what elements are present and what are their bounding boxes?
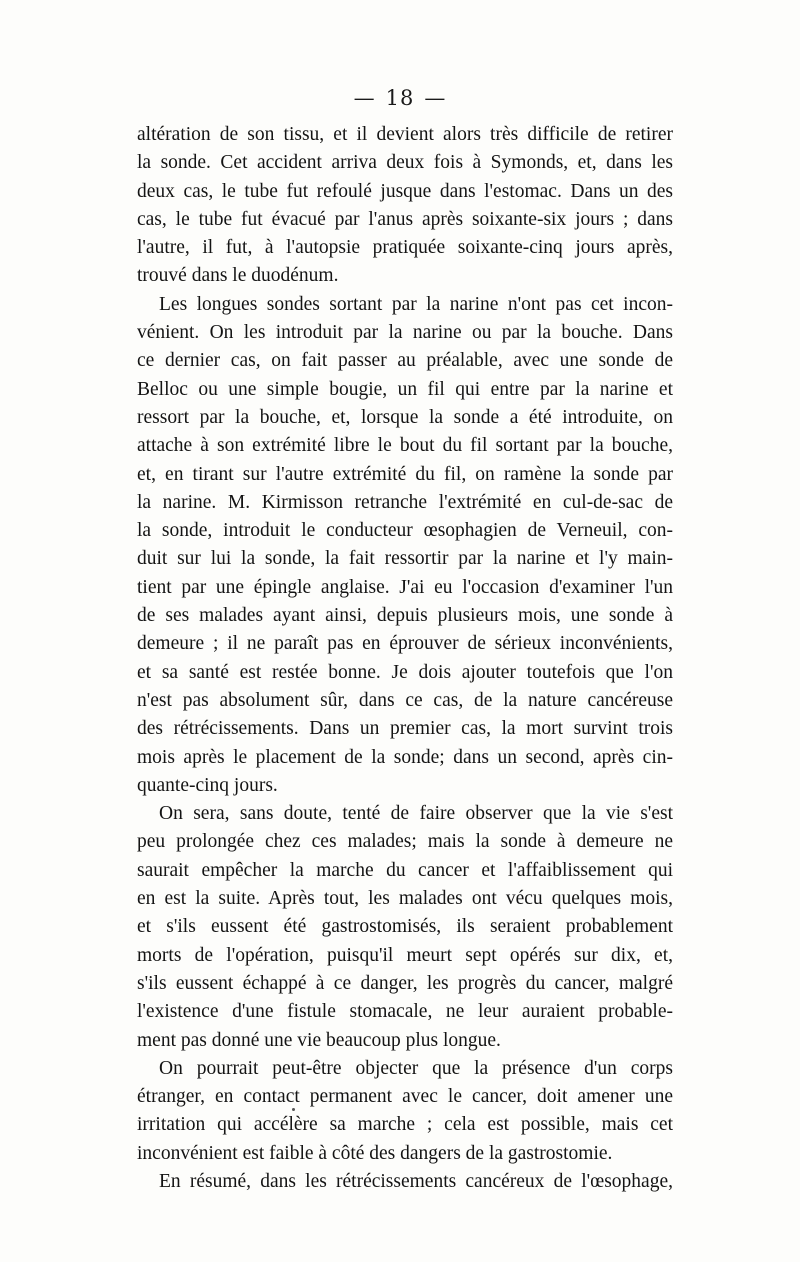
text-line: quante-cinq jours. xyxy=(137,774,278,796)
text-line: trouvé dans le duodénum. xyxy=(137,265,339,287)
page-number: 18 xyxy=(385,86,415,110)
header-dash-left: — xyxy=(353,86,376,110)
text-line: On sera, sans doute, tenté de faire observer que la vie s'est xyxy=(159,803,673,825)
text-line: la sonde. Cet accident arriva deux fois à Symonds, et, dans les xyxy=(137,152,673,174)
print-speck xyxy=(292,1108,295,1111)
text-line: altération de son tissu, et il devient alors très difficile de retirer xyxy=(137,124,673,145)
text-line: et s'ils eussent été gastrostomisés, ils seraient probablement xyxy=(137,916,673,938)
text-line: mois après le placement de la sonde; dans un second, après cin- xyxy=(137,746,673,768)
text-line: ment pas donné une vie beaucoup plus longue. xyxy=(137,1029,501,1051)
text-line: et sa santé est restée bonne. Je dois ajouter toutefois que l'on xyxy=(137,661,673,683)
text-line: morts de l'opération, puisqu'il meurt sept opérés sur dix, et, xyxy=(137,944,673,966)
text-line: la narine. M. Kirmisson retranche l'extrémité en cul-de-sac de xyxy=(137,491,673,513)
text-line: attache à son extrémité libre le bout du fil sortant par la bouche, xyxy=(137,435,673,457)
text-line: vénient. On les introduit par la narine ou par la bouche. Dans xyxy=(137,322,673,344)
text-line: de ses malades ayant ainsi, depuis plusieurs mois, une sonde à xyxy=(137,605,673,627)
text-line: l'autre, il fut, à l'autopsie pratiquée soixante-cinq jours après, xyxy=(137,237,673,259)
text-line: Belloc ou une simple bougie, un fil qui entre par la narine et xyxy=(137,378,673,400)
text-line: inconvénient est faible à côté des dangers de la gastrostomie. xyxy=(137,1142,613,1164)
text-line: ressort par la bouche, et, lorsque la sonde a été introduite, on xyxy=(137,406,673,428)
text-line: en est la suite. Après tout, les malades ont vécu quelques mois, xyxy=(137,888,673,910)
header-dash-right: — xyxy=(424,86,447,110)
page-number-header xyxy=(0,86,800,110)
text-line: peu prolongée chez ces malades; mais la sonde à demeure ne xyxy=(137,831,673,853)
text-line: s'ils eussent échappé à ce danger, les progrès du cancer, malgré xyxy=(137,972,673,994)
text-line: cas, le tube fut évacué par l'anus après soixante-six jours ; dans xyxy=(137,208,673,230)
text-line: la sonde, introduit le conducteur œsophagien de Verneuil, con- xyxy=(137,520,673,542)
text-line: des rétrécissements. Dans un premier cas, la mort survint trois xyxy=(137,718,673,740)
text-line: En résumé, dans les rétrécissements cancéreux de l'œsophage, xyxy=(159,1170,673,1192)
text-line: deux cas, le tube fut refoulé jusque dans l'estomac. Dans un des xyxy=(137,180,673,202)
text-line: ce dernier cas, on fait passer au préalable, avec une sonde de xyxy=(137,350,673,372)
text-line: duit sur lui la sonde, la fait ressortir par la narine et l'y main- xyxy=(137,548,673,570)
body-text xyxy=(137,121,673,1196)
text-line: tient par une épingle anglaise. J'ai eu l'occasion d'examiner l'un xyxy=(137,576,673,598)
text-line: étranger, en contact permanent avec le cancer, doit amener une xyxy=(137,1086,673,1108)
text-line: Les longues sondes sortant par la narine n'ont pas cet incon- xyxy=(159,293,673,315)
text-line: On pourrait peut-être objecter que la présence d'un corps xyxy=(159,1057,673,1079)
text-line: irritation qui accélère sa marche ; cela est possible, mais cet xyxy=(137,1114,673,1136)
text-line: et, en tirant sur l'autre extrémité du fil, on ramène la sonde par xyxy=(137,463,673,485)
text-line: l'existence d'une fistule stomacale, ne leur auraient probable- xyxy=(137,1001,673,1023)
text-line: saurait empêcher la marche du cancer et l'affaiblissement qui xyxy=(137,859,673,881)
text-line: n'est pas absolument sûr, dans ce cas, de la nature cancéreuse xyxy=(137,689,673,711)
text-line: demeure ; il ne paraît pas en éprouver de sérieux inconvénients, xyxy=(137,633,673,655)
